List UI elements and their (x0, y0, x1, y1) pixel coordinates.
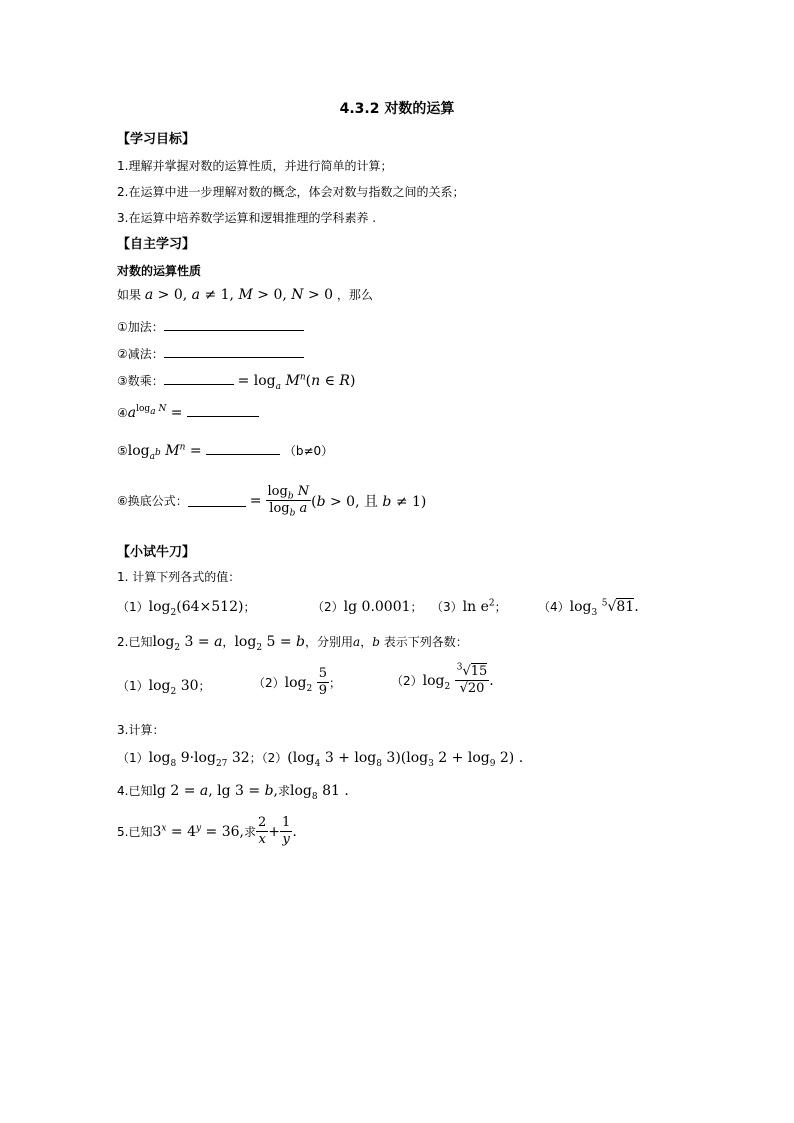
question-3-parts: $(1)\log_8$ $9\cdot\log_{27}$ 32；$(2)(\log_4$ $3 + \log_8 3)(\log_3$ $2 + \log_9 2$) . (117, 750, 524, 769)
q2-prefix: 2.已知 (117, 635, 153, 649)
objective-item: 3.在运算中培养数学运算和逻辑推理的学科素养 . (117, 211, 377, 225)
question-4: 4.已知lg 2 = a, lg 3 = b,求$\log_8 81$ . (117, 783, 349, 802)
change-of-base-condition: (b > 0, 且 b ≠ 1) (311, 493, 427, 510)
property-six: ⑥换底公式： = $\frac{\log_b N}{\log_b a}$ (b > 0, 且 b ≠ 1) (117, 484, 427, 519)
property-add-label: ①加法： (117, 320, 164, 334)
answer-blank[interactable] (206, 442, 280, 455)
property-mult (117, 372, 356, 392)
property-sub-label: ②减法： (117, 347, 164, 361)
part-label: （1） (117, 751, 149, 765)
part-label: （1） (117, 679, 149, 693)
answer-blank[interactable] (164, 372, 234, 385)
question-2: 2.已知$\log_2 3 = a$，$\log_2 5 = b$，分别用a，b 表示下列各数： (117, 634, 468, 653)
condition-formula: a > 0, a ≠ 1, M > 0, N > 0 (144, 287, 334, 303)
property-four (117, 404, 259, 421)
question-5: 5.已知 $3^x = 4^y = 36$, 求 $\frac{2}{x}$ + $\frac{1}{y}$ . (117, 815, 297, 847)
question-2-part: （2） $\log_2$ $\frac{5}{9}$ ； (253, 666, 341, 698)
question-1-part: （2）lg 0.0001； (312, 599, 423, 615)
q4-mid: 求 (278, 784, 291, 798)
objectives-heading: 【学习目标】 (117, 132, 196, 147)
property-five-formula: $\log_{a^b} M^n$ = (127, 442, 207, 462)
part-label: （2） (253, 676, 285, 690)
condition-prefix: 如果 (117, 288, 142, 302)
condition-line (117, 286, 373, 303)
q2-suffix: 表示下列各数： (383, 635, 468, 649)
property-four-label: ④ (117, 406, 128, 420)
property-mult-formula: = $\log_a M^n(n$ ∈ R) (237, 372, 356, 392)
property-sub (117, 345, 304, 362)
change-of-base-fraction: $\frac{\log_b N}{\log_b a}$ (267, 484, 310, 519)
property-add (117, 318, 304, 335)
property-six-label: ⑥换底公式： (117, 494, 188, 508)
practice-heading: 【小试牛刀】 (117, 545, 196, 560)
property-five (117, 442, 334, 462)
question-1-part: $(1)\log_2(64\times 512)$； (117, 599, 256, 618)
part-label: （3） (431, 600, 463, 614)
property-mult-label: ③数乘： (117, 374, 164, 388)
part-label: （2） (312, 600, 344, 614)
q5-prefix: 5.已知 (117, 825, 153, 839)
properties-subheading: 对数的运算性质 (117, 264, 202, 278)
answer-blank[interactable] (187, 404, 259, 417)
condition-suffix: ，那么 (336, 288, 373, 302)
question-2-part: $(1)\log_2$ 30； (117, 678, 211, 697)
property-five-label: ⑤ (117, 444, 128, 458)
self-study-heading: 【自主学习】 (117, 237, 196, 252)
objective-item: 2.在运算中进一步理解对数的概念，体会对数与指数之间的关系； (117, 185, 465, 199)
question-1: 1. 计算下列各式的值： (117, 570, 241, 584)
question-2-part: （2） $\log_2$ $\frac{^3√15}{√20}$ . (391, 662, 494, 696)
part-label: （4） (538, 600, 570, 614)
question-3: 3.计算： (117, 723, 165, 737)
answer-blank[interactable] (164, 318, 304, 331)
q2-sep: ， (222, 635, 235, 649)
q2-mid: ，分别用 (305, 635, 354, 649)
answer-blank[interactable] (188, 494, 246, 507)
part-label: （2） (391, 674, 423, 688)
page-title: 4.3.2 对数的运算 (339, 101, 455, 117)
question-1-part: $(4)\log_3$ $^5$√81. (538, 598, 639, 618)
answer-blank[interactable] (164, 345, 304, 358)
property-four-formula: $a^{log_a N}$ = (127, 404, 187, 421)
q5-mid: 求 (244, 825, 257, 839)
part-label: ；（2） (249, 751, 288, 765)
part-label: （1） (117, 600, 149, 614)
question-1-part: （3）ln $e^2$； (431, 598, 507, 615)
q2-sep: ， (360, 635, 373, 649)
objective-item: 1.理解并掌握对数的运算性质，并进行简单的计算； (117, 159, 393, 173)
q4-prefix: 4.已知 (117, 784, 153, 798)
property-five-note: （b≠0） (283, 444, 334, 458)
